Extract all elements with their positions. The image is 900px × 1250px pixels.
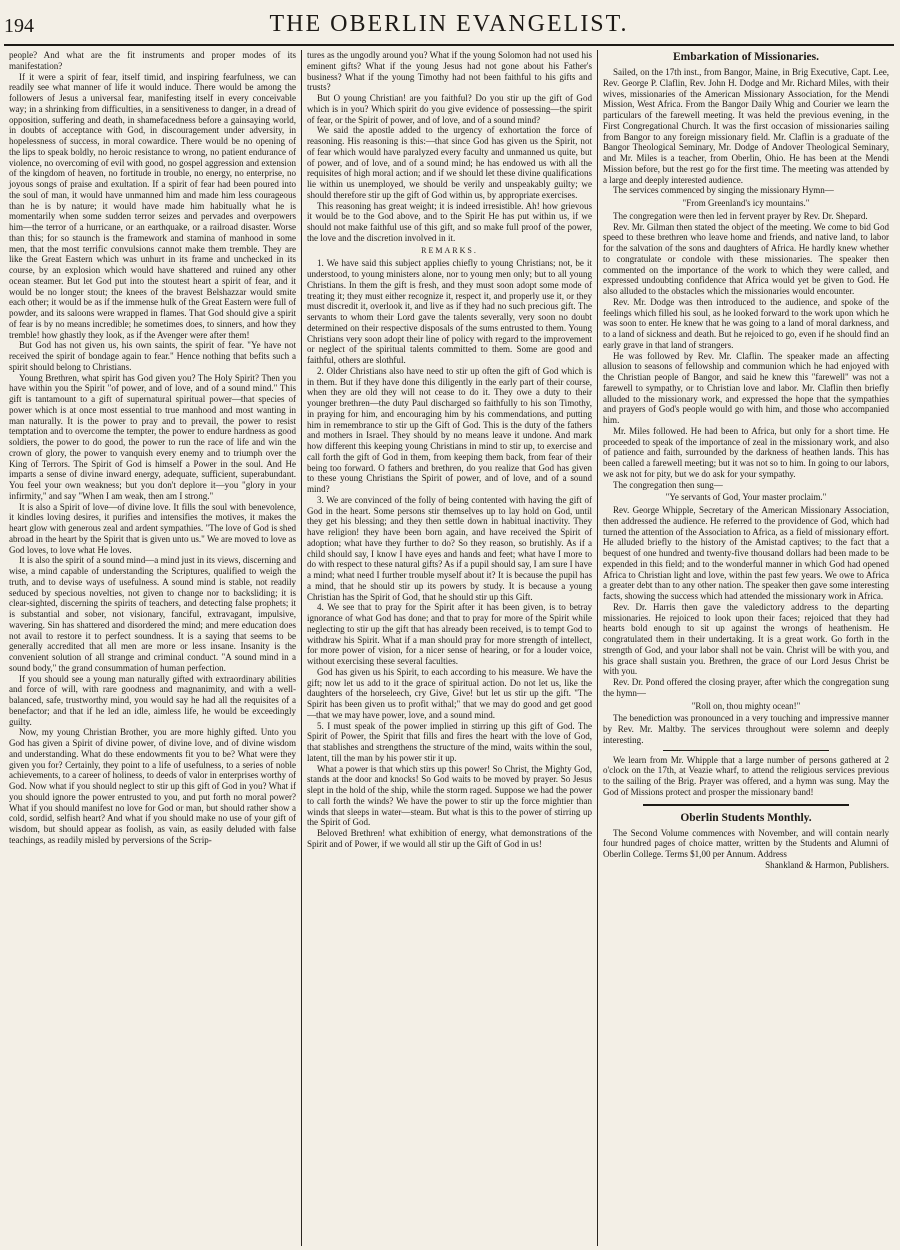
paragraph: It is also a Spirit of love—of divine love. It fills the soul with benevolence, it kindles loving desires, it purifies and intensifies the motives, it makes the heart glow with generous zeal and ardent sympathies. "The love of God is shed abroad in the heart by the Spirit that is given unto us." We are moved to love as God loves, to love what He loves.	[9, 501, 296, 555]
paragraph: 3. We are convinced of the folly of being contented with having the gift of God in the heart. Some persons stir themselves up to lay hold on God, until they get his blessing; and they then settle down in habitual inactivity. They have religion! they have been born again, and have received the Spirit of adoption; what have they further to do? So they reason, so brutishly. As if a child should say, I know I have eyes and hands and feet; what have I more to do with respect to these natural gifts? As if a pupil should say, I am sure I have a mind; what need I further trouble myself about it? It is because the pupil has a mind, that he should stir up its powers by study. It is because a young Christian has the Spirit of God, that he should stir up this Gift.	[307, 494, 592, 602]
paragraph: The benediction was pronounced in a very touching and impressive manner by Rev. Mr. Maltby. The services throughout were solemn and deeply interesting.	[603, 713, 889, 745]
paragraph: We said the apostle added to the urgency of exhortation the force of reasoning. His reasoning is this:—that since God has given us the Spirit, not of fear which would have paralyzed every faculty and unmanned us quite, but of power, and of love, and of a sound mind; he has endowed us with all the requisites of high moral action; and if we should let these divine qualifications lie within us unemployed, we should be verily and unspeakably guilty; we should therefore stir up the gift of God within us, by appropriate exercises.	[307, 125, 592, 200]
column-3	[598, 50, 894, 1246]
paragraph: This reasoning has great weight; it is indeed irresistible. Ah! how grievous it would be to the God above, and to the Spirit He has put within us, if we should not make faithful use of this gift, and so make full proof of the power, the love and the discretion involved in it.	[307, 200, 592, 243]
paragraph: God has given us his Spirit, to each according to his measure. We have the gift; now let us add to it the grace of spiritual action. Do not let us, like the daughters of the horseleech, cry Give, Give! but let us stir up the gift. "The Spirit has been given us to profit withal;" that we may do good and get good—that we may have power, love, and a sound mind.	[307, 666, 592, 720]
paragraph: Mr. Miles followed. He had been to Africa, but only for a short time. He proceeded to speak of the importance of zeal in the missionary work, and also of patience and faith, surrounded by the darkness of heathen lands. This has been called a farewell meeting; but it was not so to him. In going to our labors, we ask not for pity, but we do ask for your sympathy.	[603, 425, 889, 479]
column-1	[4, 50, 302, 1246]
paragraph: We learn from Mr. Whipple that a large number of persons gathered at 2 o'clock on the 17th, at Veazie wharf, to attend the religious services previous to the sailing of the Brig. Prayer was offered, and a hymn was sung. May the God of Missions protect and prosper the missionary band!	[603, 754, 889, 797]
page-number: 194	[4, 15, 34, 37]
paragraph: 2. Older Christians also have need to stir up often the gift of God which is in them. But if they have done this diligently in the early part of their course, when they are old they will not cease to do it. They owe a duty to their younger brethren—the duty Paul discharged so faithfully to his son Timothy, in praying for him, and encouraging him by his commendations, and putting him in remembrance to stir up the Gift of God. This is the duty of the fathers and mothers in Israel. They should by no means leave it undone. And mark how different this keeping young Christians in mind to stir up, to exercise and call forth the gift of God in them, from keeping them back, from fear of their being too forward. O fathers and brethren, do you realize that God has given to these young Christians the Spirit of power, and of love, and of a sound mind?	[307, 365, 592, 494]
paragraph: He was followed by Rev. Mr. Claflin. The speaker made an affecting allusion to seasons of fellowship and communion which he had enjoyed with the Christian people of Bangor, and said he knew this "farewell" was not a farewell to sympathy, or to Christian love and labor. Mr. Claflin then briefly alluded to the missionary work, and expressed the hope that the sympathies and prayers of God's people would go with him, and those who accompanied him.	[603, 350, 889, 425]
column-2	[302, 50, 598, 1246]
paragraph: Rev. Dr. Pond offered the closing prayer, after which the congregation sung the hymn—	[603, 677, 889, 698]
hymn-title: "Roll on, thou mighty ocean!"	[691, 700, 801, 711]
paragraph: The services commenced by singing the missionary Hymn—	[613, 185, 834, 196]
paragraph: 4. We see that to pray for the Spirit after it has been given, is to betray ignorance of what God has done; and that to pray for more of the Spirit while neglecting to stir up the gift that has already been received, is to tempt God to withdraw his Spirit. What if a man should pray for more strength of intellect, for more power of vision, for a nicer sense of hearing, or for a louder voice, without exercising these several faculties.	[307, 602, 592, 666]
paragraph: people? And what are the fit instruments and proper modes of its manifestation?	[9, 50, 296, 71]
publisher-signature: Shankland & Harmon, Publishers.	[765, 859, 889, 870]
paragraph: The congregation were then led in fervent prayer by Rev. Dr. Shepard.	[613, 210, 868, 221]
hymn-title: "From Greenland's icy mountains."	[682, 198, 810, 208]
paragraph: The congregation then sung—	[613, 479, 723, 490]
masthead	[4, 0, 894, 46]
paragraph: The Second Volume commences with November, and will contain nearly four hundred pages of choice matter, written by the Students and Alumni of Oberlin College. Terms $1,00 per Annum. Address	[603, 827, 889, 859]
paragraph: Rev. Mr. Gilman then stated the object of the meeting. We come to bid God speed to these brethren who leave home and friends, and native land, to labor for the salvation of the sons and daughters of Africa. He hardly knew whether to congratulate or condole with these missionaries. The speaker then commented on the importance of the work to which they were called, and expressed undoubting confidence that Africa would yet be given to God. He also alluded to the obstacles which the missionaries would encounter.	[603, 221, 889, 296]
divider	[663, 750, 829, 751]
paragraph: It is also the spirit of a sound mind—a mind just in its views, discerning and wise, a mind capable of understanding the Scriptures, qualified to weigh the truth, and to devise ways of usefulness. A sound mind is stable, not readily seduced by specious novelties, not given to change nor to backsliding; it is clear-sighted, discerning the spirits of teachers, and detecting false prophets; it is substantial and sober, not visionary, fanciful, extravagant, impulsive, wavering. Sin has shattered and disordered the mind; and mere education does not avail to restore it to perfect soundness. It is a saying that seems to be generally accredited that all men are more or less insane. Insanity is the convenient solution of all strange and criminal conduct. "A sound mind in a sound body," the grand consummation of human perfection.	[9, 555, 296, 673]
paragraph: Rev. George Whipple, Secretary of the American Missionary Association, then addressed the audience. He referred to the providence of God, which had turned the attention of the Association to Africa, as a field of missionary effort. He alluded briefly to the history of the Amistad captives; to the fact that a bequest of one hundred and twenty-five thousand dollars had been made to be expended in this field; and to the wonderful manner in which God had opened Africa to Christian light and love, within the past few years. We owe to Africa a greater debt than to any other nation. The speaker then gave some interesting facts, showing the success which had attended the missionary work in Africa.	[603, 505, 889, 601]
paragraph: Young Brethren, what spirit has God given you? The Holy Spirit? Then you have within you the Spirit "of power, and of love, and of a sound mind." This gift is tantamount to a gift of supernatural spiritual power—that species of power which is at once most essential to true manhood and most wanting in man naturally. It is the power to pray and to prevail, the power to resist temptation and to overcome the tempter, the power to endure hardness as good soldiers, the power to do good, the power to run the race of life and win the crown of glory, the power to vanquish every enemy and to triumph over the King of Terrors. The Spirit of God is himself a Power in the soul. And He imparts a sense of divine inward energy, adequate, sufficient, superabundant. You feel your own weakness; but you don't deplore it—you "glory in your infirmity," and say "When I am weak, then am I strong."	[9, 372, 296, 501]
paragraph: Beloved Brethren! what exhibition of energy, what demonstrations of the Spirit and of Power, if we would all stir up the Gift of God in us!	[307, 828, 592, 849]
paragraph: Rev. Dr. Harris then gave the valedictory address to the departing missionaries. He rejoiced to look upon their faces; rejoiced that they had hearts bold enough to sit up against the wrongs of heathenism. He congratulated them in their undertaking. It is a great work. Go forth in the strength of God, and your labor shall not be vain. Christ will be with you, and his grace shall sustain you. Brethren, the grace of our Lord Jesus Christ be with you.	[603, 601, 889, 677]
paragraph: But God has not given us, his own saints, the spirit of fear. "Ye have not received the spirit of bondage again to fear." Hence nothing that befits such a spirit should belong to Christians.	[9, 340, 296, 372]
paragraph: Sailed, on the 17th inst., from Bangor, Maine, in Brig Executive, Capt. Lee, Rev. George P. Claflin, Rev. John H. Dodge and Mr. Richard Miles, with their wives, missionaries of the American Missionary Association, for the Mendi Mission, West Africa. From the Bangor Daily Whig and Courier we learn the particulars of the farewell meeting. It was held the previous evening, in the First Congregational Church. It was the first occasion of missionaries sailing from Bangor to any foreign missionary field. Mr. Claflin is a graduate of the Bangor Theological Seminary, Mr. Dodge of Andover Theological Seminary, and Mr. Miles is a teacher, from Oberlin, Ohio. He has been at the Mendi Mission before, but the rest go for the first time. The meeting was attended by a large and deeply interested audience.	[603, 67, 889, 185]
remarks-heading: REMARKS.	[421, 245, 478, 255]
article-columns	[4, 50, 894, 1246]
paragraph: But O young Christian! are you faithful? Do you stir up the gift of God which is in you? Which spirit do you give evidence of possessing—the spirit of fear, or the Spirit of power, and of love, and of a sound mind?	[307, 93, 592, 125]
paragraph: 5. I must speak of the power implied in stirring up this gift of God. The Spirit of Power, the Spirit that fills and fires the heart with the love of God, that stablishes and strengthens the structure of the mind, waits within the soul, latent, till the man by his power stir it up.	[307, 720, 592, 763]
paragraph: If you should see a young man naturally gifted with extraordinary abilities and force of will, with rare goodness and magnanimity, and with a well-balanced, safe, trustworthy mind, you would say he had all the requisites of a benefactor; and that if he led an idle, aimless life, he would be exceedingly guilty.	[9, 673, 296, 727]
paper-title: THE OBERLIN EVANGELIST.	[269, 11, 629, 37]
monthly-heading: Oberlin Students Monthly.	[680, 811, 812, 824]
paragraph: 1. We have said this subject applies chiefly to young Christians; not, be it understood, to young ministers alone, nor to young men only; but to all young Christians. In them the gift is fresh, and they must soon adopt some mode of treating it; they must either recognize it, respect it, and properly use it, or they must discredit it, overlook it, and live as if they had no such precious gift. The servants to whom their Lord gave the talents severally, very soon no doubt determined on their respective disposals of the sums entrusted to them. Young Christians very soon adopt their line of policy with regard to the improvement or neglect of the spiritual talents committed to them. Some are good and faithful, others are slothful.	[307, 258, 592, 365]
paragraph: Now, my young Christian Brother, you are more highly gifted. Unto you God has given a Spirit of divine power, of divine love, and of divine wisdom and understanding. What do these endowments fit you to be? What were they given you for? Certainly, they point to a life of usefulness, to a series of noble achievements, to a career of holiness, to deeds of valor in enterprises worthy of God. Now what if you should neglect to stir up this gift of God in you? What if you should ignore the power entrusted to you, and put forth no moral power? What if you should manifest no love for God or man, but should rather show a cold, sordid, selfish heart? And what if you should make no use of your gift of wisdom, but should appear as foolish, as vain, as easily deluded with false teachings, as readily misled by perversions of the Scrip-	[9, 727, 296, 845]
paragraph: tures as the ungodly around you? What if the young Solomon had not used his eminent gifts? What if the young Jesus had not gone about his Father's business? What if the young Timothy had not been faithful to his gifts and trusts?	[307, 50, 592, 93]
paragraph: If it were a spirit of fear, itself timid, and inspiring fearfulness, we can readily see what manner of life it would induce. There would be among the followers of Jesus a universal fear, manifesting itself in every conceivable way; in a shrinking from difficulties, in a sensitiveness to danger, in a dread of opposition, suffering and death, in shamefacedness before a gainsaying world, in doubts of acceptance with God, in discouragement under adversity, in hopelessness of success, in moral cowardice. There would be no opening of the lips to speak boldly, no heroic resistance to wrong, no patient endurance of violence, no overcoming of evil with good, no gospel aggression and extension of the kingdom of heaven, no fortitude in trouble, no energy, no enterprise, no joyous songs of praise and exultation. If a spirit of fear had been poured into the soul of man, it would have unmanned him and made him less courageous than he is by nature; it would have made him habitually what he is momentarily when some sudden terror seizes and pervades and overpowers him—the terror of a hurricane, or an earthquake, or a railroad disaster. Worse than this; for so staunch is the framework and stamina of manhood in some men, that the most terrific convulsions cannot make them tremble. They are like the Great Eastern which was unhurt in its frame and unchecked in its course, by an explosion which would have shattered and ruined any other ocean steamer. But let God put into the stoutest heart a spirit of fear, and it would be no longer stout; the knees of the bravest Belshazzar would smite each other; it would be as if the immense hulk of the Great Eastern were full of powder, and its saloons were wrapped in flames. That God should give a spirit of fear is by no means incredible; he sometimes does, to sinners, and how they tremble! how ghastly they look, as if the Avenger were after them!	[9, 71, 296, 340]
hymn-title: "Ye servants of God, Your master proclaim."	[665, 492, 827, 503]
embarkation-heading: Embarkation of Missionaries.	[673, 51, 819, 63]
paragraph: Rev. Mr. Dodge was then introduced to the audience, and spoke of the feelings which filled his soul, as he looked forward to the work upon which he was soon to enter. He knew that he was going to a land of moral darkness, and to a land of sickness and death. But he rejoiced to go, even if he should find an early grave in that land of strangers.	[603, 296, 889, 350]
paragraph: What a power is that which stirs up this power! So Christ, the Mighty God, stands at the door and knocks! So God waits to be moved by prayer. So Jesus slept in the hold of the ship, while the storm raged. Suppose we had the power to call forth the winds? We have the power to stir up the force mightier than winds that sleeps in water—steam. But what is this to the power of stirring up the Spirit of God.	[307, 763, 592, 828]
divider	[643, 804, 849, 806]
